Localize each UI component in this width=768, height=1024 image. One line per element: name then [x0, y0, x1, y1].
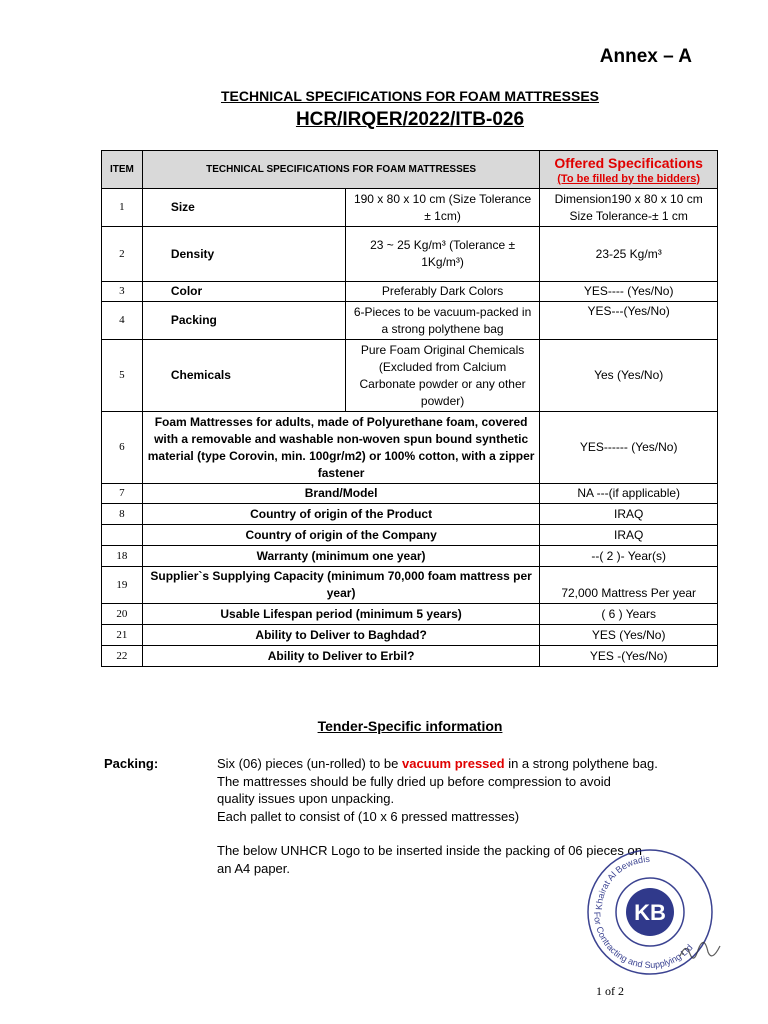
row-offered: IRAQ	[540, 504, 718, 525]
row-number: 19	[102, 567, 143, 604]
offered-specs-title: Offered Specifications	[554, 154, 703, 171]
table-row	[102, 227, 718, 282]
table-row	[102, 604, 718, 625]
row-description: Brand/Model	[142, 484, 540, 504]
document-title: TECHNICAL SPECIFICATIONS FOR FOAM MATTRESSES	[220, 88, 599, 104]
row-offered: YES (Yes/No)	[540, 625, 718, 646]
packing-line-1-end: in a strong polythene bag.	[504, 756, 658, 771]
row-number: 7	[102, 484, 143, 504]
annex-label: Annex – A	[599, 46, 692, 67]
row-description: Usable Lifespan period (minimum 5 years)	[142, 604, 540, 625]
packing-line	[217, 755, 667, 773]
header-offered-specs	[540, 151, 718, 189]
table-row	[102, 567, 718, 604]
row-name: Size	[142, 189, 345, 227]
row-number: 5	[102, 340, 143, 412]
table-header-row	[102, 151, 718, 189]
page-number: 1 of 2	[596, 984, 624, 998]
table-row	[102, 302, 718, 340]
row-offered: 23-25 Kg/m³	[540, 227, 718, 282]
packing-line: quality issues upon unpacking.	[217, 791, 395, 806]
row-offered: Yes (Yes/No)	[540, 340, 718, 412]
row-description: Ability to Deliver to Baghdad?	[142, 625, 540, 646]
row-spec: Pure Foam Original Chemicals (Excluded from Calcium Carbonate powder or any other powder)	[345, 340, 540, 412]
reference-number: HCR/IRQER/2022/ITB-026	[295, 109, 525, 130]
row-description: Supplier`s Supplying Capacity (minimum 70,000 foam mattress per year)	[142, 567, 540, 604]
row-offered: 72,000 Mattress Per year	[540, 567, 718, 604]
row-name: Chemicals	[142, 340, 345, 412]
row-offered: Dimension190 x 80 x 10 cm Size Tolerance-± 1 cm	[540, 189, 718, 227]
row-number: 1	[102, 189, 143, 227]
table-row	[102, 340, 718, 412]
stamp-text-bottom: For Contracting and Supplying Ltd	[591, 911, 695, 971]
row-number: 18	[102, 546, 143, 567]
tender-heading: Tender-Specific information	[317, 718, 503, 734]
table-row	[102, 282, 718, 302]
table-row	[102, 504, 718, 525]
table-row	[102, 546, 718, 567]
row-offered: --( 2 )- Year(s)	[540, 546, 718, 567]
row-number: 4	[102, 302, 143, 340]
packing-label: Packing:	[104, 756, 159, 771]
packing-line: an A4 paper.	[217, 860, 291, 876]
specifications-table	[101, 150, 718, 667]
header-item: ITEM	[102, 151, 143, 189]
row-description: Foam Mattresses for adults, made of Polyurethane foam, covered with a removable and washable non-woven spun bound synthetic material (type Corovin, min. 100gr/m2) or 100% cotton, with a zipper fastener	[142, 412, 540, 484]
row-spec: 6-Pieces to be vacuum-packed in a strong polythene bag	[345, 302, 540, 340]
table-row	[102, 525, 718, 546]
table-row	[102, 484, 718, 504]
row-offered: ( 6 ) Years	[540, 604, 718, 625]
row-number: 21	[102, 625, 143, 646]
vacuum-pressed-highlight: vacuum pressed	[401, 756, 505, 771]
row-description: Country of origin of the Product	[142, 504, 540, 525]
packing-line: The mattresses should be fully dried up before compression to avoid	[217, 773, 611, 789]
offered-specs-note: (To be filled by the bidders)	[557, 172, 701, 185]
row-description: Ability to Deliver to Erbil?	[142, 646, 540, 667]
row-offered: IRAQ	[540, 525, 718, 546]
row-offered: YES -(Yes/No)	[540, 646, 718, 667]
row-offered: YES---(Yes/No)	[540, 302, 718, 340]
company-stamp	[572, 840, 762, 980]
row-spec: Preferably Dark Colors	[345, 282, 540, 302]
table-row	[102, 189, 718, 227]
row-name: Packing	[142, 302, 345, 340]
row-number: 20	[102, 604, 143, 625]
packing-line-1-start: Six (06) pieces (un-rolled) to be	[217, 756, 402, 771]
row-number: 6	[102, 412, 143, 484]
row-number: 2	[102, 227, 143, 282]
row-name: Density	[142, 227, 345, 282]
table-row	[102, 412, 718, 484]
stamp-text-top: Khairat Al Bewadis	[593, 853, 651, 911]
row-offered: YES---- (Yes/No)	[540, 282, 718, 302]
row-offered: YES------ (Yes/No)	[540, 412, 718, 484]
row-description: Country of origin of the Company	[142, 525, 540, 546]
row-spec: 190 x 80 x 10 cm (Size Tolerance ± 1cm)	[345, 189, 540, 227]
header-technical-specs: TECHNICAL SPECIFICATIONS FOR FOAM MATTRESSES	[142, 151, 540, 189]
row-offered: NA ---(if applicable)	[540, 484, 718, 504]
row-number: 8	[102, 504, 143, 525]
table-row	[102, 646, 718, 667]
row-name: Color	[142, 282, 345, 302]
table-row	[102, 625, 718, 646]
packing-line: Each pallet to consist of (10 x 6 pressed mattresses)	[217, 808, 520, 824]
row-number: 3	[102, 282, 143, 302]
row-number: 22	[102, 646, 143, 667]
row-number	[102, 525, 143, 546]
stamp-initials: KB	[634, 900, 666, 925]
row-spec: 23 ~ 25 Kg/m³ (Tolerance ± 1Kg/m³)	[345, 227, 540, 282]
packing-line: The below UNHCR Logo to be inserted inside the packing of 06 pieces on	[217, 843, 642, 858]
row-description: Warranty (minimum one year)	[142, 546, 540, 567]
